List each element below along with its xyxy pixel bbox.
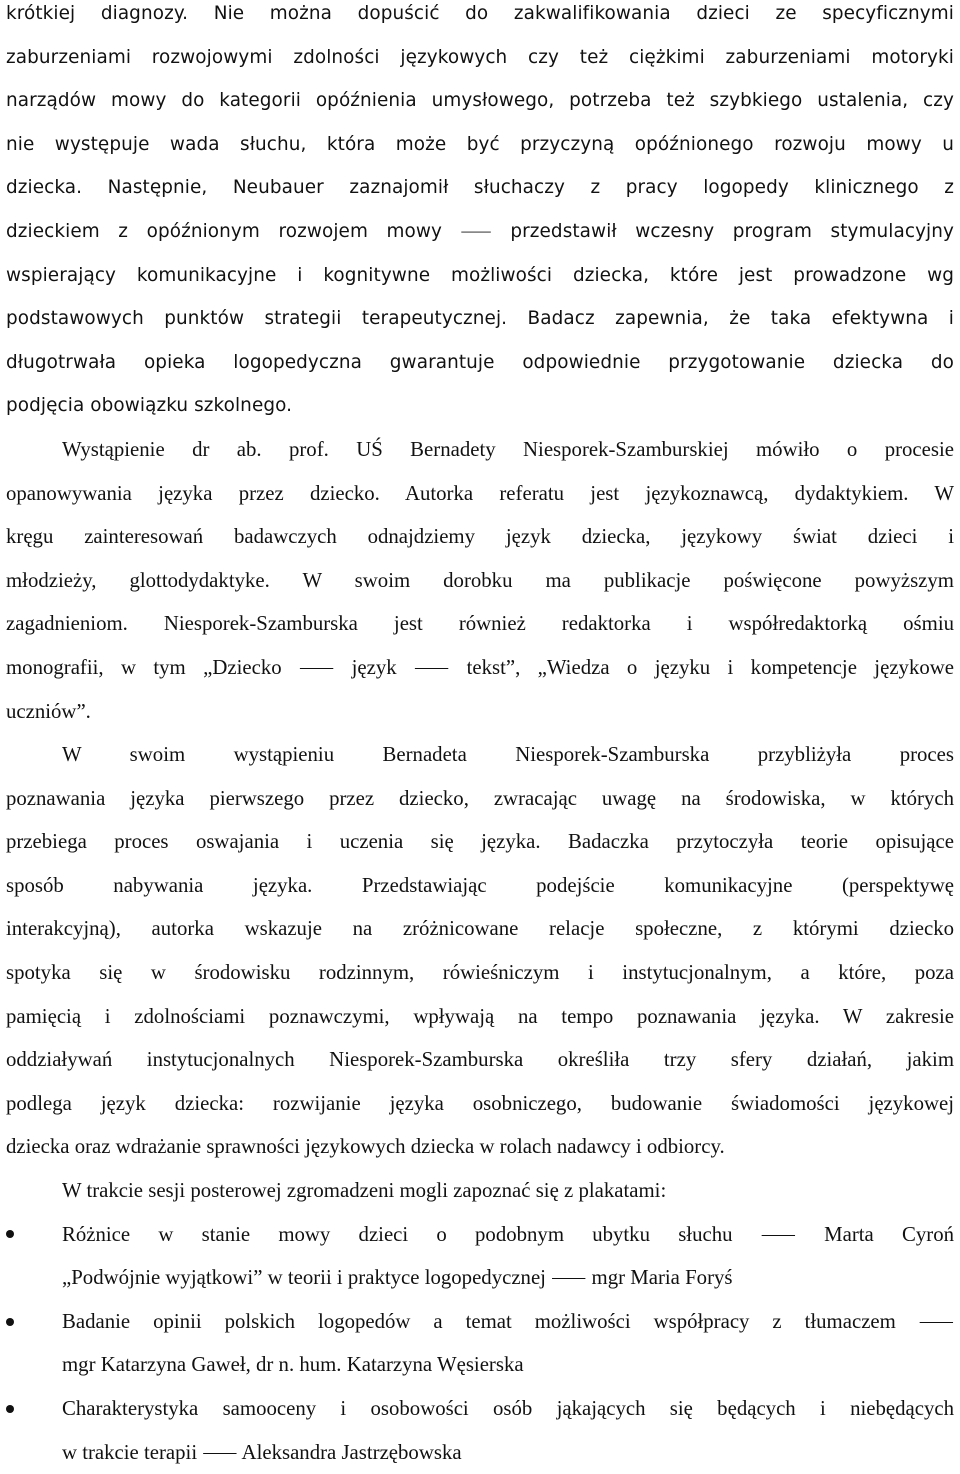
line-text: mgr Katarzyna Gaweł, dr n. hum. Katarzyna Węsierska [62, 1353, 524, 1377]
line-text: podjęcia obowiązku szkolnego. [6, 395, 293, 417]
text-line [6, 472, 954, 516]
text-line [6, 1169, 954, 1213]
text-line [6, 777, 954, 821]
line-text: monografii, w tym „Dziecko ⸺ język ⸺ tekst”, „Wiedza o języku i kompetencje językowe [6, 655, 954, 679]
line-text: poznawania języka pierwszego przez dziecko, zwracając uwagę na środowiska, w których [6, 786, 954, 810]
line-text: przebiega proces oswajania i uczenia się języka. Badaczka przytoczyła teorie opisujące [6, 830, 954, 854]
text-line [6, 166, 954, 210]
line-text: podstawowych punktów strategii terapeutycznej. Badacz zapewnia, że taka efektywna i [6, 308, 954, 330]
line-text: nie występuje wada słuchu, która może być przyczyną opóźnionego rozwoju mowy u [6, 133, 954, 155]
text-line [6, 1343, 954, 1387]
text-line [6, 951, 954, 995]
text-line [6, 907, 954, 951]
line-text: długotrwała opieka logopedyczna gwarantuje odpowiednie przygotowanie dziecka do [6, 351, 954, 373]
line-text: W swoim wystąpieniu Bernadeta Niesporek-Szamburska przybliżyła proces [62, 743, 954, 767]
line-text: krótkiej diagnozy. Nie można dopuścić do zakwalifikowania dzieci ze specyficznymi [6, 3, 954, 24]
line-text: Badanie opinii polskich logopedów a temat możliwości współpracy z tłumaczem ⸺ [62, 1309, 954, 1333]
text-line [6, 1125, 954, 1169]
text-line [6, 820, 954, 864]
line-text: zaburzeniami rozwojowymi zdolności językowych czy też ciężkimi zaburzeniami motoryki [6, 46, 954, 68]
line-text: kręgu zainteresowań badawczych odnajdziemy język dziecka, językowy świat dzieci i [6, 525, 954, 549]
line-text: Charakterystyka samooceny i osobowości osób jąkających się będących i niebędących [62, 1397, 954, 1420]
line-text: spotyka się w środowisku rodzinnym, rówieśniczym i instytucjonalnym, a które, poza [6, 961, 954, 985]
bullet-icon [6, 1405, 14, 1413]
text-line [6, 1431, 954, 1474]
text-line [6, 1082, 954, 1126]
line-text: Wystąpienie dr ab. prof. UŚ Bernadety Niesporek-Szamburskiej mówiło o procesie [62, 437, 954, 461]
line-text: W trakcie sesji posterowej zgromadzeni mogli zapoznać się z plakatami: [62, 1179, 667, 1203]
line-text: wspierający komunikacyjne i kognitywne możliwości dziecka, które jest prowadzone wg [6, 264, 954, 286]
text-line [6, 254, 954, 298]
line-text: pamięcią i zdolnościami poznawczymi, wpływają na tempo poznawania języka. W zakresie [6, 1004, 954, 1028]
text-line [6, 733, 954, 777]
bullet-icon [6, 1318, 14, 1326]
text-line [6, 602, 954, 646]
line-text: opanowywania języka przez dziecko. Autorka referatu jest językoznawcą, dydaktykiem. W [6, 481, 954, 505]
text-line [6, 559, 954, 603]
text-line [6, 1256, 954, 1300]
text-line [6, 0, 954, 36]
text-line [6, 297, 954, 341]
line-text: dzieckiem z opóźnionym rozwojem mowy ⸺ przedstawił wczesny program stymulacyjny [6, 220, 954, 242]
line-text: oddziaływań instytucjonalnych Niesporek-Szamburska określiła trzy sfery działań, jakim [6, 1048, 954, 1072]
text-line [6, 646, 954, 690]
bullet-list-item [6, 1213, 954, 1257]
document-page [6, 0, 954, 1474]
line-text: zagadnieniom. Niesporek-Szamburska jest również redaktorka i współredaktorką ośmiu [6, 612, 954, 636]
line-text: dziecka. Następnie, Neubauer zaznajomił słuchaczy z pracy logopedy klinicznego z [6, 177, 954, 199]
line-text: sposób nabywania języka. Przedstawiając podejście komunikacyjne (perspektywę [6, 873, 954, 897]
text-line [6, 428, 954, 472]
text-line [6, 123, 954, 167]
text-line [6, 79, 954, 123]
text-line [6, 864, 954, 908]
text-line [6, 210, 954, 254]
line-text: Różnice w stanie mowy dzieci o podobnym ubytku słuchu ⸺ Marta Cyroń [62, 1222, 954, 1246]
line-text: w trakcie terapii ⸺ Aleksandra Jastrzębowska [62, 1440, 462, 1464]
line-text: uczniów”. [6, 699, 91, 723]
bullet-icon [6, 1230, 14, 1238]
line-text: młodzieży, glottodydaktyke. W swoim dorobku ma publikacje poświęcone powyższym [6, 568, 954, 592]
bullet-list-item [6, 1300, 954, 1344]
text-line [6, 690, 954, 734]
line-text: dziecka oraz wdrażanie sprawności językowych dziecka w rolach nadawcy i odbiorcy. [6, 1135, 725, 1159]
line-text: interakcyjną), autorka wskazuje na zróżnicowane relacje społeczne, z którymi dziecko [6, 917, 954, 941]
line-text: narządów mowy do kategorii opóźnienia umysłowego, potrzeba też szybkiego ustalenia, czy [6, 90, 954, 112]
text-line [6, 36, 954, 80]
line-text: podlega język dziecka: rozwijanie języka osobniczego, budowanie świadomości językowej [6, 1091, 954, 1115]
line-text: „Podwójnie wyjątkowi” w teorii i praktyce logopedycznej ⸺ mgr Maria Foryś [62, 1266, 733, 1290]
bullet-list-item [6, 1387, 954, 1431]
text-line [6, 341, 954, 385]
text-line [6, 515, 954, 559]
text-line [6, 1038, 954, 1082]
text-line [6, 384, 954, 428]
text-line [6, 995, 954, 1039]
